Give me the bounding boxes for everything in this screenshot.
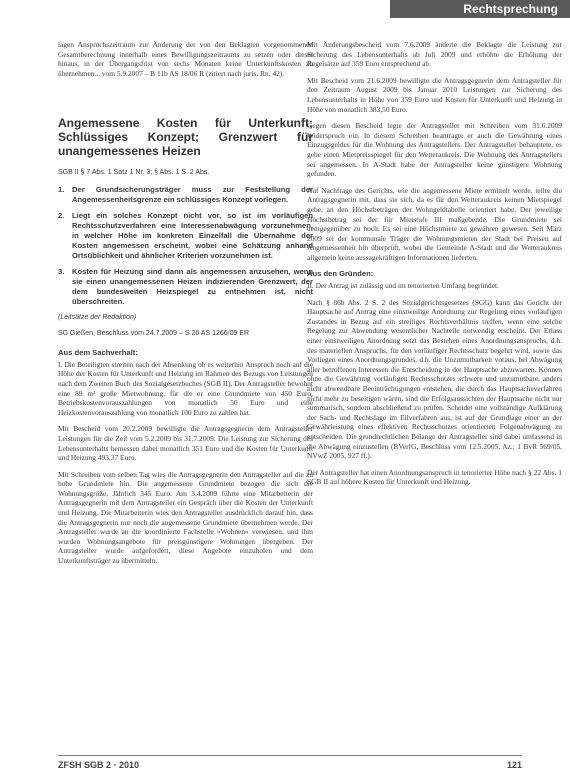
body-paragraph: Mit Bescheid vom 20.2.2009 bewilligte die Antragsgegnerin dem Antragsteller Leistungen für die Zeit vom 5.2.2009 bis 31.7.2009. Die Leistung zur Sicherung des Lebensunterhalts bemessen dabei monatlich 351 Euro und die Kosten für Unterkunft und Heizung 493,37 Euro. [58,424,313,463]
body-paragraph: Mit Bescheid vom 21.6.2009 bewilligte die Antragsgegnerin dem Antragsteller für den Zeitraum August 2009 bis Januar 2010 Leistungen zur Sicherung des Lebensunterhalts in Höhe von 359 Euro und Kosten für Unterkunft und Heizung in Höhe von monatlich 383,50 Euro. [307,75,562,114]
body-paragraph: Mit Änderungsbescheid vom 7.6.2009 änderte die Beklagte die Leistung zur Sicherung des Lebensunterhalts ab Juli 2009 und erhöhte die Erhöhung der Regelsätze auf 359 Euro entsprechend ab. [307,40,562,69]
body-paragraph: Der Antragsteller hat einen Anordnungsanspruch in tenorierter Höhe nach § 22 Abs. 1 SGB II auf höhere Kosten für Unterkunft und Heizung. [307,467,562,487]
leitsatz-1 [58,185,313,205]
body-paragraph: Auf Nachfrage des Gerichts, wie die angemessene Miete ermittelt werde, teilte die Antragsgegnerin mit, dass sie sich, da es für den Wetteraukreis keinen Mietspiegel gebe, an den Höchstbeträgen der Wohngeldtabelle orientiert habe. Der jeweilige Höchstbetrag sei der für Mietstufe III maßgebende. Die Grundmiete sei demgegenüber zu hoch. Es sei eine Höchstmiete zu gewähren gewesen. Seit März 2009 sei der kommunale Träger die Wohnungsmieten der Stadt bei Preisen auf Angemessenheit hin überprüft, wobei die Gemeinde A-Stadt und die Wetteraukreis allgemein keine aussagekräftigen Informationen lieferten. [307,185,562,262]
left-column [58,40,313,573]
section-header-bar [390,0,570,18]
leitsatz-text: Der Grundsicherungsträger muss zur Feststellung der Angemessenheitsgrenze ein schlüssiges Konzept vorlegen. [72,184,313,204]
footer-divider [58,755,522,756]
body-paragraph: Gegen diesen Bescheid legte der Antragsteller mit Schreiben vom 31.6.2009 Widerspruch ein. In diesem Schreiben beantragte er auch die Gewährung eines Einzugsgeldes für die Wohnung des Antragstellers. Der Antragsteller behauptete, es gebe einen Mietpreisspiegel für den Wetteraukreis. Die Wohnung des Antragstellers sei angemessen. In A-Stadt habe der Antragsteller keine günstigere Wohnung gefunden. [307,121,562,179]
leitsatz-2 [58,211,313,261]
leitsatz-number: 3. [58,266,65,276]
court-decision: SG Gießen, Beschluss vom 24.7.2009 – S 26 AS 1266/09 ER [58,329,250,337]
redaction-note: (Leitsätze der Redaktion) [58,313,137,321]
reasons-intro: II. Der Antrag ist zulässig und im tenorierten Umfang begründet. [307,281,499,291]
journal-citation: ZFSH SGB 2 · 2010 [58,760,140,770]
statute-reference: SGB II § 7 Abs. 1 Satz 1 Nr. 3; § Abs. 1 S. 2 Abs. [58,169,210,177]
leitsatz-number: 1. [58,184,65,194]
leitsatz-3 [58,267,313,307]
leitsatz-number: 2. [58,210,65,220]
article-heading: Angemessene Kosten für Unterkunft; Schlüssiges Konzept; Grenzwert für unangemessenes Heizen [58,116,313,159]
body-paragraph: Nach § 86b Abs. 2 S. 2 des Sozialgerichtsgesetzes (SGG) kann das Gericht der Hauptsache auf Antrag eine einstweilige Anordnung zur Regelung eines vorläufigen Zustandes in Bezug auf ein streitiges Rechtsverhältnis treffen, wenn eine solche Regelung zur Abwendung wesentlicher Nachteile notwendig erscheint. Der Erlass einer einstweiligen Anordnung setzt das Bestehen eines Anordnungsanspruchs, d.h. des materiellen Anspruchs, für den vorläufiger Rechtsschutz begehrt wird, sowie das Vorliegen eines Anordnungsgrundes, d.h. die Unzumutbarkeit voraus, bei Abwägung aller betroffenen Interessen die Entscheidung in der Hauptsache abzuwarten. Können ohne die Gewährung vorläufigen Rechtsschutzes schwere und unzumutbare, anders nicht abwendbare Beeinträchtigungen entstehen, die durch das Hauptsacheverfahren nicht mehr zu beseitigen wären, sind die Erfolgsaussichten der Hauptsache nicht nur summarisch, sondern abschließend zu prüfen. Scheidet eine vollständige Aufklärung der Sach- und Rechtslage im Eilverfahren aus, ist auf der Grundlage einer an der Gewährleistung eines effektiven Rechtsschutzes orientierten Folgenabwägung zu entscheiden. Die grundrechtlichen Belange der Antragsteller sind dabei umfassend in die Abwägung einzustellen (BVerfG, Beschluss vom 12.5.2005, Az.: 1 BvR 569/05, NVwZ 2005, 927 ff.). [307,297,562,461]
facts-heading: Aus dem Sachverhalt: [58,348,138,358]
intro-paragraph: lagen Anspruchszeitraum zur Änderung der von den Beklagten vorgenommenen Gesamtberechnung innerhalb eines Bewilligungszeitraums zu setzen oder dieser hinaus, in der Übergangsfrist von sechs Monaten keine Unterkunftskosten zu übernehmen... vom 5.9.2007 – B 11b AS 18/06 R (zitiert nach juris, Rn. 42). [58,40,313,78]
leitsatz-text: Liegt ein solches Konzept nicht vor, so ist im vorläufigen Rechtsschutzverfahren eine Interessenabwägung vorzunehmen, in welcher Höhe im konkreten Einzelfall die Übernahme der Kosten angemessen erscheint, wobei eine Schätzung anhand Ortsüblichkeit und ähnlicher Kriterien vorzunehmen ist. [72,210,313,260]
body-paragraph: I. Die Beteiligten streiten nach der Absenkung ob es weiterhin Anspruch noch auf die Höhe der Kosten für Unterkunft und Heizung im Rahmen des Bezugs von Leistungen nach dem Zweiten Buch des Sozialgesetzbuches (SGB II). Der Antragsteller bewohnt eine 89 m² große Mietwohnung, für die er eine Grundmiete von 450 Euro, Betriebskostenvorauszahlungen von monatlich 50 Euro und eine Heizkostenvorauszahlung von monatlich 100 Euro zu zahlen hat. [58,359,313,417]
section-label: Rechtsprechung [463,2,558,16]
body-paragraph: Mit Schreiben vom selben Tag wies die Antragsgegnerin den Antragsteller auf die zu hohe Grundmiete hin. Die angemessene Grundmiete bezogen die sich die Wohnungsgröße, Jährlich 345 Euro. Am 3.4.2009 führte eine Mitarbeiterin der Antragsgegnerin mit dem Antragsteller ein Gespräch über die Kosten der Unterkunft und Heizung. Die Mitarbeiterin wies den Antragsteller ausdrücklich darauf hin, dass die Antragsgegnerin nur noch die angemessene Grundmiete übernehmen werde. Der Antragsteller wurde an die koordinierte Fachstelle »Wohnen« verwiesen, und ihm wurden Wohnungsangebote für preisgünstigere Wohnungen übergeben. Der Antragsteller wurde aufgefordert, diese Angebote einzuholen und dem Unterkunftsträger zu übermitteln. [58,469,313,566]
right-column [307,40,562,494]
reasons-heading: Aus den Gründen: [307,269,374,279]
page-number: 121 [506,760,522,770]
leitsatz-text: Kosten für Heizung sind dann als angemessen anzusehen, wenn sie einen unangemessenen Heizen indizierenden Grenzwert, der dem bundesweiten Heizspiegel zu entnehmen ist, nicht überschreiten. [72,266,313,306]
